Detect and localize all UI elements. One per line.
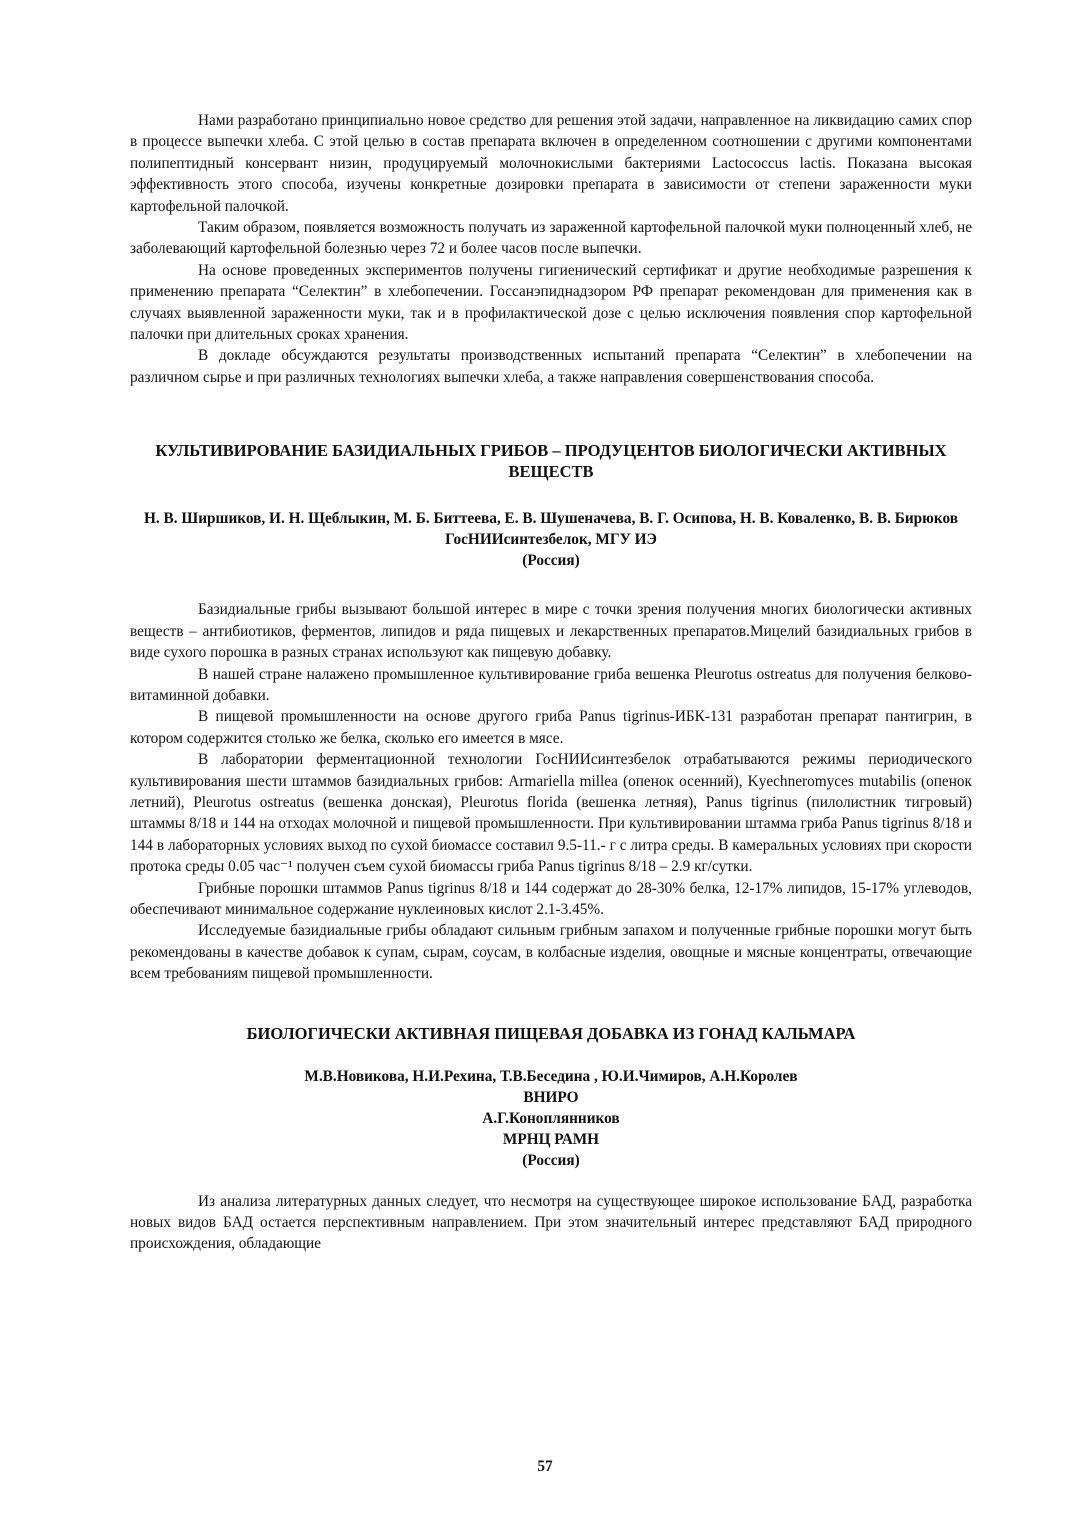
article-2-title: БИОЛОГИЧЕСКИ АКТИВНАЯ ПИЩЕВАЯ ДОБАВКА ИЗ ГОНАД КАЛЬМАРА	[246, 1023, 856, 1043]
intro-paragraph-1: Нами разработано принципиально новое средство для решения этой задачи, направленное на ликвидацию самих спор в процессе выпечки хлеба. С этой целью в состав препарата включен в определенном соотношении с другими компонентами полипептидный консервант низин, продуцируемый молочнокислыми бактериями Lactococcus lactis. Показана высокая эффективность этого способа, изучены конкретные дозировки препарата в зависимости от степени зараженности муки картофельной палочкой.	[130, 112, 972, 215]
article-1-paragraph-4: В лаборатории ферментационной технологии ГосНИИсинтезбелок отрабатываются режимы периодического культивирования шести штаммов базидиальных грибов: Armariella millea (опенок осенний), Kyechneromyces mutabilis (опенок летний), Pleurotus ostreatus (вешенка донская), Pleurotus florida (вешенка летняя), Panus tigrinus (пилолистник тигровый) штаммы 8/18 и 144 на отходах молочной и пищевой промышленности. При культивировании штамма гриба Panus tigrinus 8/18 и 144 в лабораторных условиях выход по сухой биомассе составил 9.5-11.- г с литра среды. В камеральных условиях при скорости протока среды 0.05 час⁻¹ получен съем сухой биомассы гриба Panus tigrinus 8/18 – 2.9 кг/сутки.	[130, 751, 972, 876]
article-1-paragraph-3: В пищевой промышленности на основе другого гриба Panus tigrinus-ИБК-131 разработан препарат пантигрин, в котором содержится столько же белка, сколько его имеется в мясе.	[130, 708, 972, 747]
intro-paragraph-4: В докладе обсуждаются результаты производственных испытаний препарата “Селектин” в хлебопечении на различном сырье и при различных технологиях выпечки хлеба, а также направления совершенствования способа.	[130, 347, 972, 386]
intro-paragraph-2: Таким образом, появляется возможность получать из зараженной картофельной палочкой муки полноценный хлеб, не заболевающий картофельной болезнью через 72 и более часов после выпечки.	[130, 219, 972, 258]
article-1-institutions: ГосНИИсинтезбелок, МГУ ИЭ	[445, 531, 657, 549]
article-1-title: КУЛЬТИВИРОВАНИЕ БАЗИДИАЛЬНЫХ ГРИБОВ – ПРОДУЦЕНТОВ БИОЛОГИЧЕСКИ АКТИВНЫХ ВЕЩЕСТВ	[155, 441, 947, 482]
article-1-paragraph-2: В нашей стране налажено промышленное культивирование гриба вешенка Pleurotus ostreatus для получения белково-витаминной добавки.	[130, 665, 972, 704]
article-1-paragraph-1: Базидиальные грибы вызывают большой интерес в мире с точки зрения получения многих биологически активных веществ – антибиотиков, ферментов, липидов и ряда пищевых и лекарственных препаратов.Мицелий базидиальных грибов в виде сухого порошка в разных странах используют как пищевую добавку.	[130, 601, 972, 662]
intro-paragraph-3: На основе проведенных экспериментов получены гигиенический сертификат и другие необходимые разрешения к применению препарата “Селектин” в хлебопечении. Госсанэпиднадзором РФ препарат рекомендован для применения как в случаях выявленной зараженности муки, так и в профилактической дозе с целью исключения появления спор картофельной палочки при длительных сроках хранения.	[130, 261, 972, 344]
article-1-country: (Россия)	[522, 552, 580, 570]
article-2-country: (Россия)	[522, 1151, 580, 1169]
article-1	[130, 440, 972, 984]
article-1-paragraph-5: Грибные порошки штаммов Panus tigrinus 8/18 и 144 содержат до 28-30% белка, 12-17% липидов, 15-17% углеводов, обеспечивают минимальное содержание нуклеиновых кислот 2.1-3.45%.	[130, 879, 972, 918]
intro-section	[130, 110, 972, 388]
article-2-authors-2: А.Г.Коноплянников	[482, 1109, 620, 1127]
article-2-institution-1: ВНИРО	[523, 1088, 579, 1106]
article-2-authors-1: М.В.Новикова, Н.И.Рехина, Т.В.Беседина , Ю.И.Чимиров, А.Н.Королев	[304, 1067, 798, 1085]
article-2-paragraph-1: Из анализа литературных данных следует, что несмотря на существующее широкое использование БАД, разработка новых видов БАД остается перспективным направлением. При этом значительный интерес представляют БАД природного происхождения, обладающие	[130, 1192, 972, 1253]
article-1-authors: Н. В. Ширшиков, И. Н. Щеблыкин, М. Б. Биттеева, Е. В. Шушеначева, В. Г. Осипова, Н. В. Коваленко, В. В. Бирюков	[144, 510, 958, 528]
article-2	[130, 1023, 972, 1255]
page-number: 57	[537, 1458, 553, 1475]
article-1-paragraph-6: Исследуемые базидиальные грибы обладают сильным грибным запахом и полученные грибные порошки могут быть рекомендованы в качестве добавок к супам, сырам, соусам, в колбасные изделия, овощные и мясные концентраты, отвечающие всем требованиям пищевой промышленности.	[130, 922, 972, 983]
page-content	[130, 110, 972, 1255]
article-2-institution-2: МРНЦ РАМН	[502, 1130, 600, 1148]
